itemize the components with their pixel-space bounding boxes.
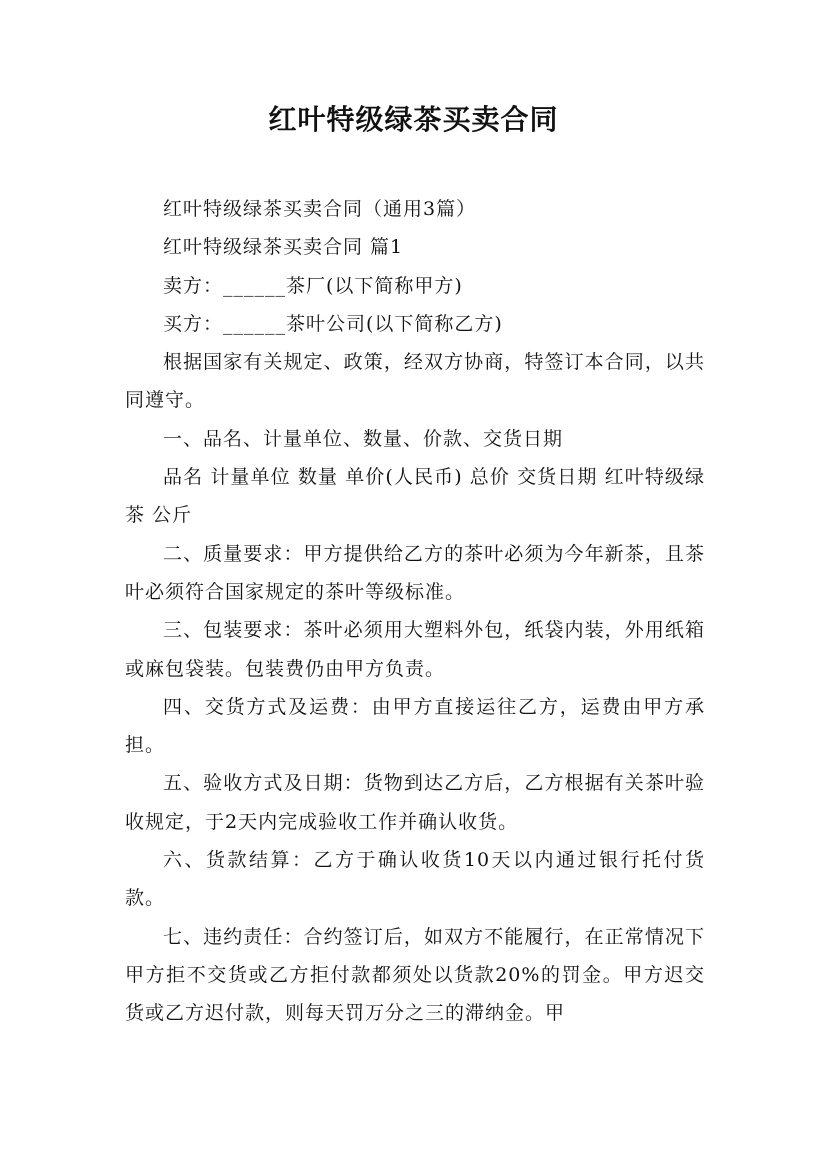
paragraph: 二、质量要求：甲方提供给乙方的茶叶必须为今年新茶，且茶叶必须符合国家规定的茶叶等级标准。 bbox=[125, 542, 705, 603]
paragraph: 红叶特级绿茶买卖合同（通用3篇） bbox=[163, 198, 477, 220]
paragraph: 三、包装要求：茶叶必须用大塑料外包，纸袋内装，外用纸箱或麻包袋装。包装费仍由甲方负责。 bbox=[125, 619, 705, 680]
document-title: 红叶特级绿茶买卖合同 bbox=[268, 103, 559, 136]
paragraph: 六、货款结算：乙方于确认收货10天以内通过银行托付货款。 bbox=[125, 849, 705, 910]
paragraph: 七、违约责任：合约签订后，如双方不能履行，在正常情况下甲方拒不交货或乙方拒付款都须处以货款20%的罚金。甲方迟交货或乙方迟付款，则每天罚万分之三的滞纳金。甲 bbox=[125, 925, 705, 1025]
paragraph: 买方：______茶叶公司(以下简称乙方) bbox=[163, 312, 503, 335]
paragraph: 红叶特级绿茶买卖合同 篇1 bbox=[163, 236, 404, 259]
paragraph: 卖方：______茶厂(以下简称甲方) bbox=[163, 274, 463, 297]
paragraph: 品名 计量单位 数量 单价(人民币) 总价 交货日期 红叶特级绿茶 公斤 bbox=[125, 466, 705, 527]
paragraph: 四、交货方式及运费：由甲方直接运往乙方，运费由甲方承担。 bbox=[125, 695, 705, 757]
document-body bbox=[125, 190, 705, 1033]
paragraph: 一、品名、计量单位、数量、价款、交货日期 bbox=[163, 427, 564, 450]
paragraph: 五、验收方式及日期：货物到达乙方后，乙方根据有关茶叶验收规定，于2天内完成验收工作并确认收货。 bbox=[125, 772, 705, 833]
paragraph: 根据国家有关规定、政策，经双方协商，特签订本合同，以共同遵守。 bbox=[125, 351, 705, 412]
